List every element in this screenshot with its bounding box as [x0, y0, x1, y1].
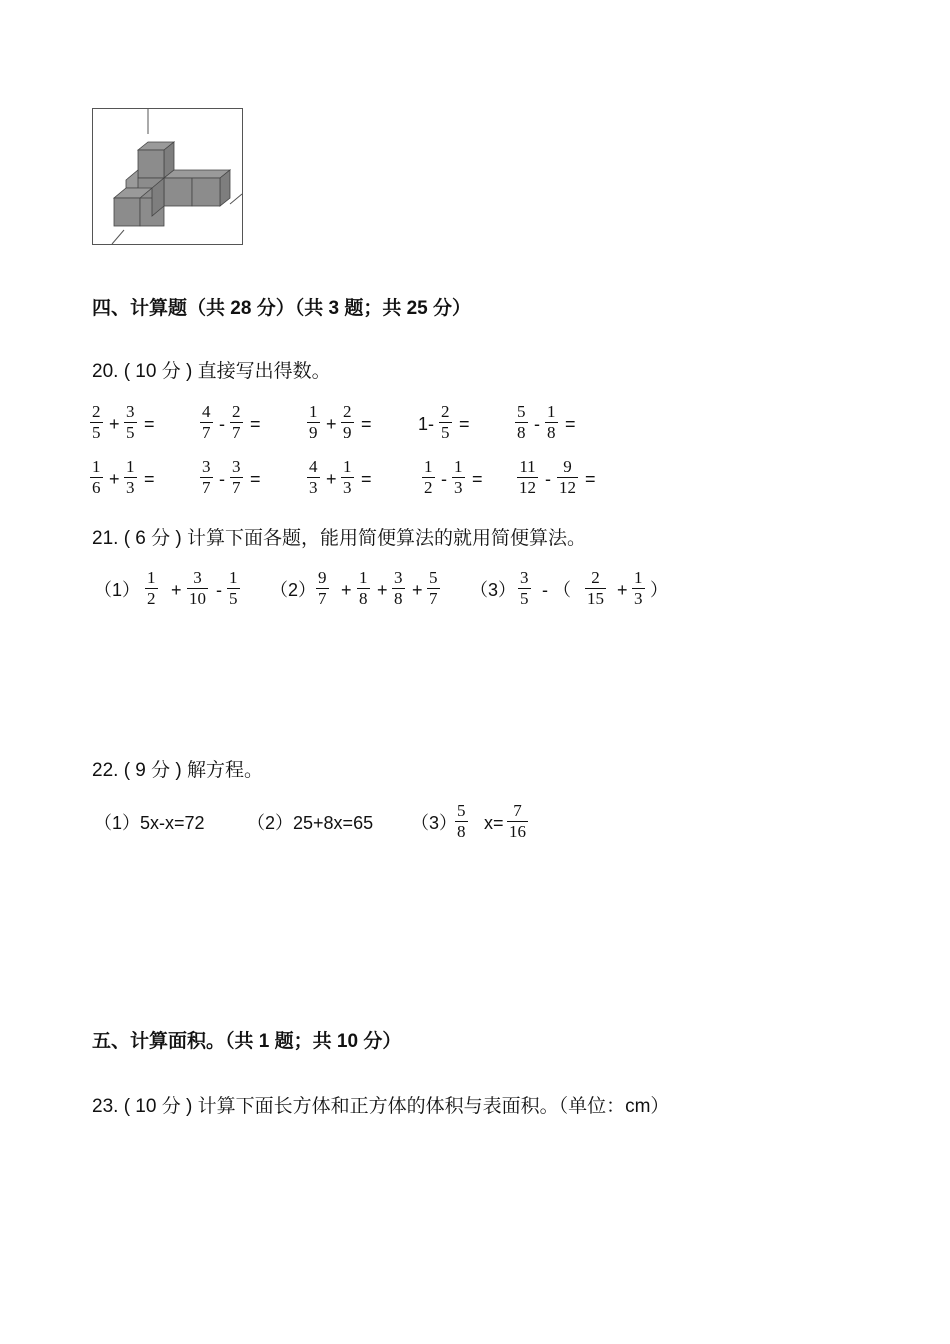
- fraction: $\frac{2}{9}$: [343, 402, 352, 442]
- fraction: $\frac{5}{7}$: [429, 568, 438, 608]
- fraction: $\frac{9}{12}$: [559, 457, 576, 497]
- fraction: $\frac{11}{12}$: [519, 457, 536, 497]
- fraction: $\frac{2}{5}$: [441, 402, 450, 442]
- operator: =: [250, 414, 261, 434]
- fraction: $\frac{5}{8}$: [457, 801, 466, 841]
- fraction: $\frac{1}{3}$: [126, 457, 135, 497]
- operator: -: [545, 469, 551, 489]
- fraction: $\frac{1}{2}$: [424, 457, 433, 497]
- fraction: $\frac{1}{6}$: [92, 457, 101, 497]
- operator: +: [377, 580, 388, 600]
- operator: =: [361, 414, 372, 434]
- fraction: $\frac{1}{8}$: [547, 402, 556, 442]
- operator: -: [441, 469, 447, 489]
- operator: +: [412, 580, 423, 600]
- question-20-label: 20. ( 10 分 ) 直接写出得数。: [92, 361, 331, 382]
- fraction: $\frac{1}{3}$: [454, 457, 463, 497]
- equation-3-mid: x=: [484, 813, 504, 833]
- operator: +: [617, 580, 628, 600]
- fraction: $\frac{1}{2}$: [147, 568, 156, 608]
- operator: +: [341, 580, 352, 600]
- item-number: （1）: [94, 580, 141, 600]
- question-23-label: 23. ( 10 分 ) 计算下面长方体和正方体的体积与表面积。（单位：cm）: [92, 1096, 670, 1117]
- equation-1: （1）5x-x=72: [94, 813, 205, 833]
- fraction: $\frac{3}{5}$: [126, 402, 135, 442]
- equation-2: （2）25+8x=65: [247, 813, 374, 833]
- fraction: $\frac{1}{9}$: [309, 402, 318, 442]
- operator: =: [472, 469, 483, 489]
- operator: -: [219, 469, 225, 489]
- operator: -: [216, 580, 222, 600]
- operator: +: [109, 469, 120, 489]
- fraction: $\frac{1}{3}$: [343, 457, 352, 497]
- fraction: $\frac{3}{7}$: [202, 457, 211, 497]
- fraction: $\frac{3}{7}$: [232, 457, 241, 497]
- operator: -: [219, 414, 225, 434]
- operator: =: [144, 469, 155, 489]
- operator: =: [250, 469, 261, 489]
- fraction: $\frac{1}{8}$: [359, 568, 368, 608]
- operator: +: [326, 414, 337, 434]
- fraction: $\frac{3}{5}$: [520, 568, 529, 608]
- operator: =: [361, 469, 372, 489]
- operator: =: [565, 414, 576, 434]
- operator: 1-: [418, 414, 435, 434]
- item-number: （2）: [270, 580, 317, 600]
- equation-3-prefix: （3）: [411, 813, 458, 833]
- operator: =: [144, 414, 155, 434]
- section-heading-4: 四、计算题（共 28 分）（共 3 题；共 25 分）: [92, 298, 472, 319]
- fraction: $\frac{2}{5}$: [92, 402, 101, 442]
- item-number: （3）: [470, 580, 517, 600]
- operator: - （: [542, 580, 571, 600]
- fraction: $\frac{3}{8}$: [394, 568, 403, 608]
- section-heading-5: 五、计算面积。（共 1 题；共 10 分）: [92, 1031, 402, 1052]
- operator: =: [459, 414, 470, 434]
- fraction: $\frac{4}{7}$: [202, 402, 211, 442]
- fraction: $\frac{3}{10}$: [189, 568, 206, 608]
- operator: =: [585, 469, 596, 489]
- fraction: $\frac{1}{3}$: [634, 568, 643, 608]
- question-22-label: 22. ( 9 分 ) 解方程。: [92, 760, 264, 781]
- cube-stack-figure: [92, 108, 244, 246]
- fraction: $\frac{1}{5}$: [229, 568, 238, 608]
- operator: +: [326, 469, 337, 489]
- operator: ）: [650, 580, 668, 600]
- fraction: $\frac{2}{7}$: [232, 402, 241, 442]
- fraction: $\frac{2}{15}$: [587, 568, 604, 608]
- fraction: $\frac{4}{3}$: [309, 457, 318, 497]
- question-21-label: 21. ( 6 分 ) 计算下面各题，能用简便算法的就用简便算法。: [92, 528, 587, 549]
- fraction: $\frac{7}{16}$: [509, 801, 526, 841]
- operator: +: [171, 580, 182, 600]
- fraction: $\frac{9}{7}$: [318, 568, 327, 608]
- operator: -: [534, 414, 540, 434]
- operator: +: [109, 414, 120, 434]
- fraction: $\frac{5}{8}$: [517, 402, 526, 442]
